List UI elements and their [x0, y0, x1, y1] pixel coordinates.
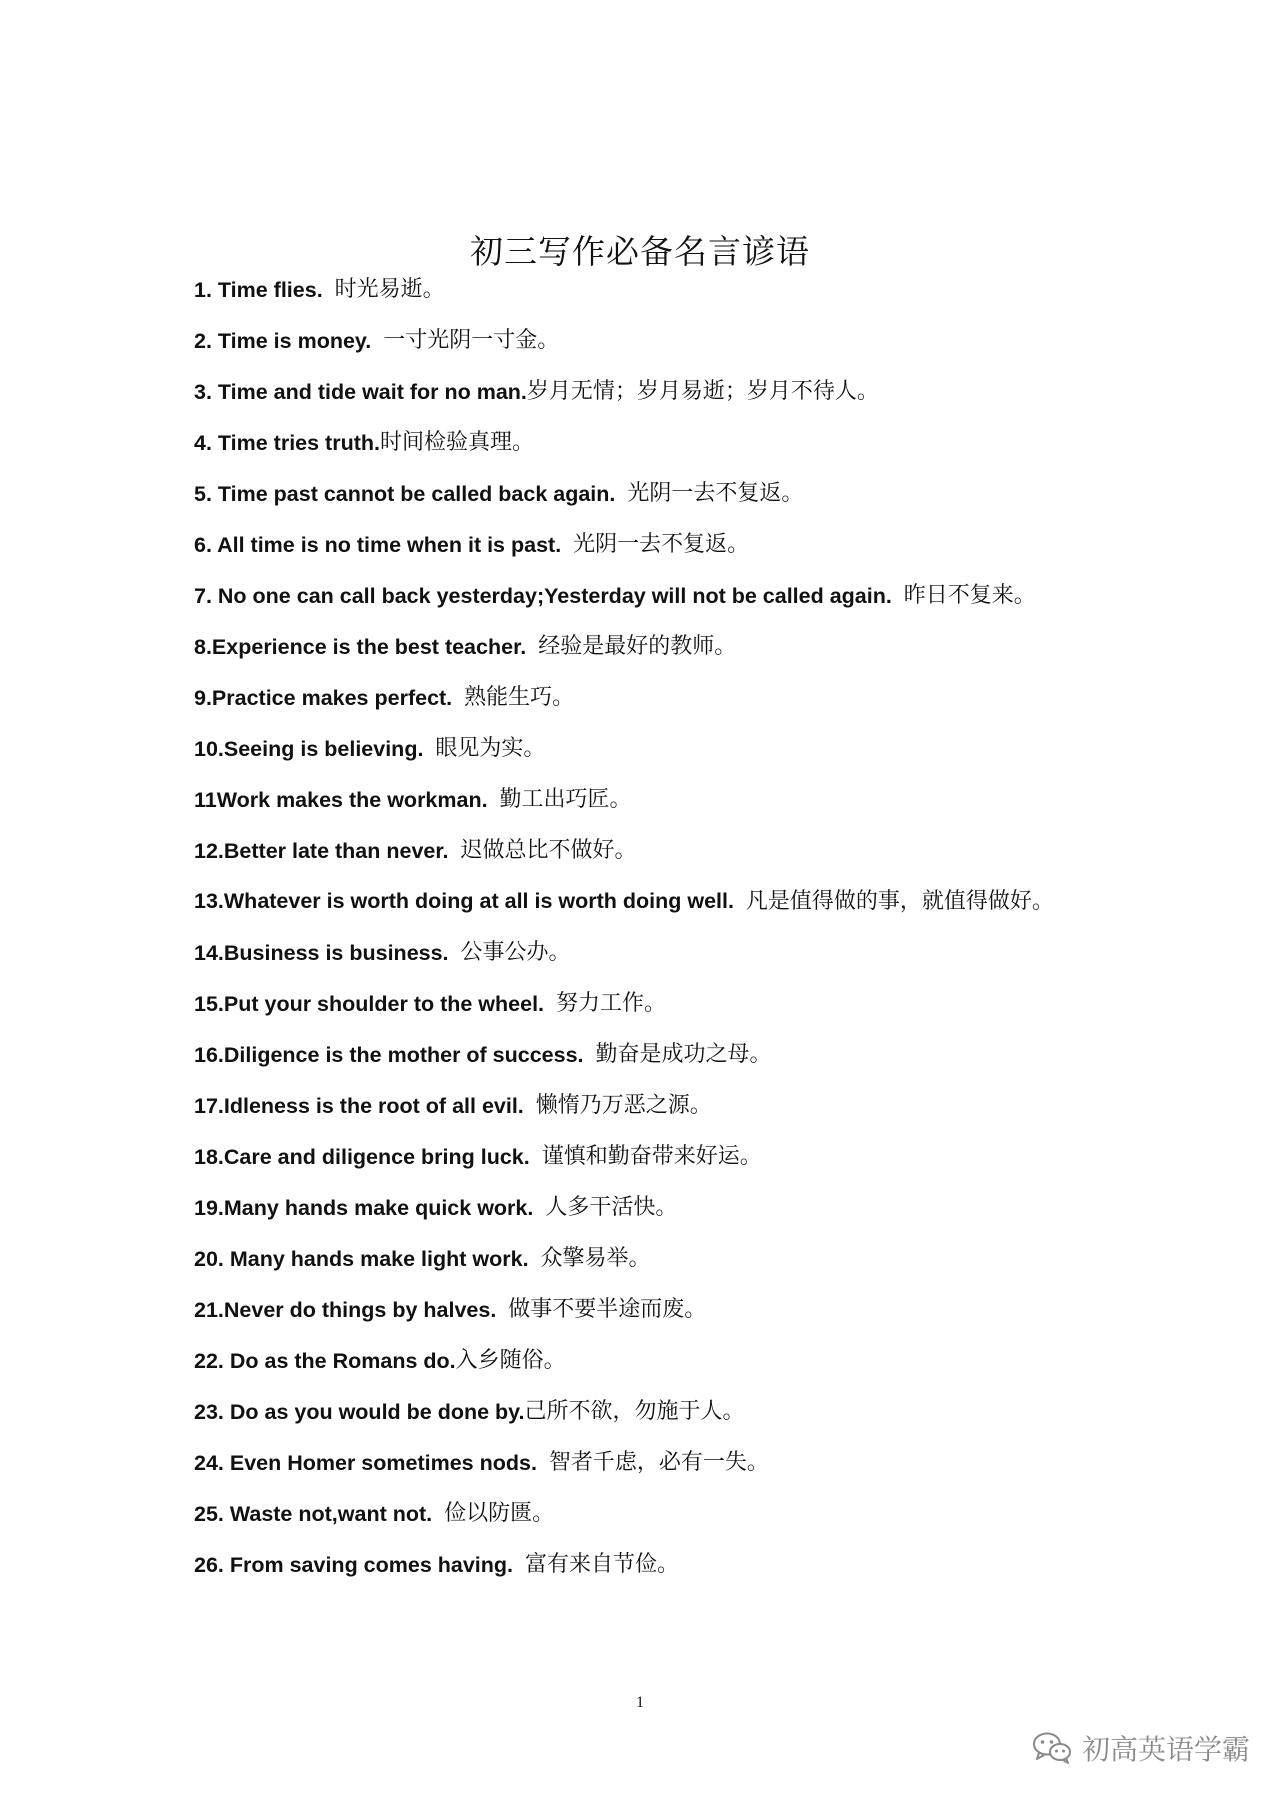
proverb-list	[194, 264, 1114, 1590]
proverb-chinese: 智者千虑，必有一失。	[548, 1449, 769, 1475]
proverb-item	[194, 1029, 1114, 1080]
proverb-english: 15.Put your shoulder to the wheel.	[194, 991, 545, 1016]
proverb-item	[194, 1386, 1114, 1437]
watermark-text: 初高英语学霸	[1081, 1733, 1250, 1766]
proverb-english: 14.Business is business.	[194, 940, 449, 965]
proverb-item	[194, 366, 1114, 417]
proverb-item	[194, 825, 1114, 876]
proverb-english: 6. All time is no time when it is past.	[194, 532, 562, 557]
proverb-chinese: 一寸光阴一寸金。	[383, 327, 560, 353]
proverb-item	[194, 417, 1114, 468]
proverb-english: 20. Many hands make light work.	[194, 1246, 529, 1271]
proverb-english: 22. Do as the Romans do.	[194, 1348, 456, 1373]
proverb-item	[194, 1233, 1114, 1284]
proverb-item	[194, 1182, 1114, 1233]
page-number: 1	[636, 1694, 644, 1711]
proverb-item	[194, 1080, 1114, 1131]
proverb-english: 10.Seeing is believing.	[194, 736, 424, 761]
proverb-chinese: 昨日不复来。	[903, 582, 1036, 608]
proverb-english: 26. From saving comes having.	[194, 1552, 514, 1577]
proverb-item	[194, 1335, 1114, 1386]
proverb-item	[194, 315, 1114, 366]
proverb-item	[194, 1284, 1114, 1335]
proverb-item	[194, 978, 1114, 1029]
proverb-chinese: 凡是值得做的事，就值得做好。	[745, 889, 1054, 914]
proverb-chinese: 俭以防匮。	[444, 1500, 555, 1526]
proverb-chinese: 努力工作。	[555, 990, 666, 1016]
watermark	[1032, 1728, 1250, 1768]
proverb-item	[194, 621, 1114, 672]
proverb-english: 19.Many hands make quick work.	[194, 1195, 534, 1220]
proverb-english: 17.Idleness is the root of all evil.	[194, 1093, 524, 1118]
proverb-item	[194, 570, 1114, 621]
proverb-item	[194, 468, 1114, 519]
proverb-english: 23. Do as you would be done by.	[194, 1399, 525, 1424]
wechat-icon	[1032, 1731, 1072, 1765]
proverb-chinese: 熟能生巧。	[464, 684, 575, 710]
proverb-english: 21.Never do things by halves.	[194, 1297, 497, 1322]
proverb-chinese: 众擎易举。	[540, 1245, 651, 1271]
proverb-english: 13.Whatever is worth doing at all is worth doing well.	[194, 889, 734, 913]
proverb-chinese: 岁月无情；岁月易逝；岁月不待人。	[526, 378, 879, 404]
proverb-chinese: 勤奋是成功之母。	[595, 1041, 772, 1067]
proverb-english: 8.Experience is the best teacher.	[194, 634, 527, 659]
proverb-english: 12.Better late than never.	[194, 838, 449, 863]
proverb-chinese: 己所不欲，勿施于人。	[524, 1398, 745, 1424]
proverb-chinese: 眼见为实。	[435, 735, 546, 761]
proverb-item	[194, 723, 1114, 774]
proverb-chinese: 人多干活快。	[545, 1194, 678, 1220]
proverb-chinese: 做事不要半途而废。	[508, 1296, 707, 1322]
proverb-english: 25. Waste not,want not.	[194, 1501, 433, 1526]
proverb-english: 1. Time flies.	[194, 277, 323, 302]
proverb-english: 2. Time is money.	[194, 328, 372, 353]
proverb-item	[194, 927, 1114, 978]
page-title: 初三写作必备名言谚语	[470, 232, 810, 272]
proverb-item	[194, 876, 1114, 927]
proverb-chinese: 时间检验真理。	[379, 429, 534, 455]
proverb-chinese: 勤工出巧匠。	[499, 786, 632, 812]
proverb-chinese: 谨慎和勤奋带来好运。	[541, 1143, 762, 1169]
proverb-item	[194, 519, 1114, 570]
proverb-english: 7. No one can call back yesterday;Yesterday will not be called again.	[194, 583, 892, 608]
proverb-english: 11Work makes the workman.	[194, 787, 488, 812]
proverb-item	[194, 1437, 1114, 1488]
proverb-chinese: 懒惰乃万恶之源。	[535, 1092, 712, 1118]
proverb-item	[194, 774, 1114, 825]
proverb-english: 9.Practice makes perfect.	[194, 685, 453, 710]
proverb-chinese: 富有来自节俭。	[524, 1551, 679, 1577]
proverb-english: 16.Diligence is the mother of success.	[194, 1042, 584, 1067]
proverb-english: 5. Time past cannot be called back again.	[194, 481, 616, 506]
proverb-chinese: 迟做总比不做好。	[460, 837, 637, 863]
proverb-chinese: 入乡随俗。	[455, 1347, 566, 1373]
proverb-chinese: 光阴一去不复返。	[573, 531, 750, 557]
proverb-chinese: 时光易逝。	[334, 276, 445, 302]
proverb-english: 24. Even Homer sometimes nods.	[194, 1450, 537, 1475]
proverb-chinese: 光阴一去不复返。	[627, 480, 804, 506]
proverb-item	[194, 1539, 1114, 1590]
proverb-item	[194, 1488, 1114, 1539]
proverb-english: 18.Care and diligence bring luck.	[194, 1144, 530, 1169]
proverb-item	[194, 264, 1114, 315]
proverb-item	[194, 1131, 1114, 1182]
proverb-english: 3. Time and tide wait for no man.	[194, 379, 527, 404]
proverb-chinese: 公事公办。	[460, 939, 571, 965]
proverb-item	[194, 672, 1114, 723]
proverb-chinese: 经验是最好的教师。	[538, 633, 737, 659]
proverb-english: 4. Time tries truth.	[194, 430, 380, 455]
